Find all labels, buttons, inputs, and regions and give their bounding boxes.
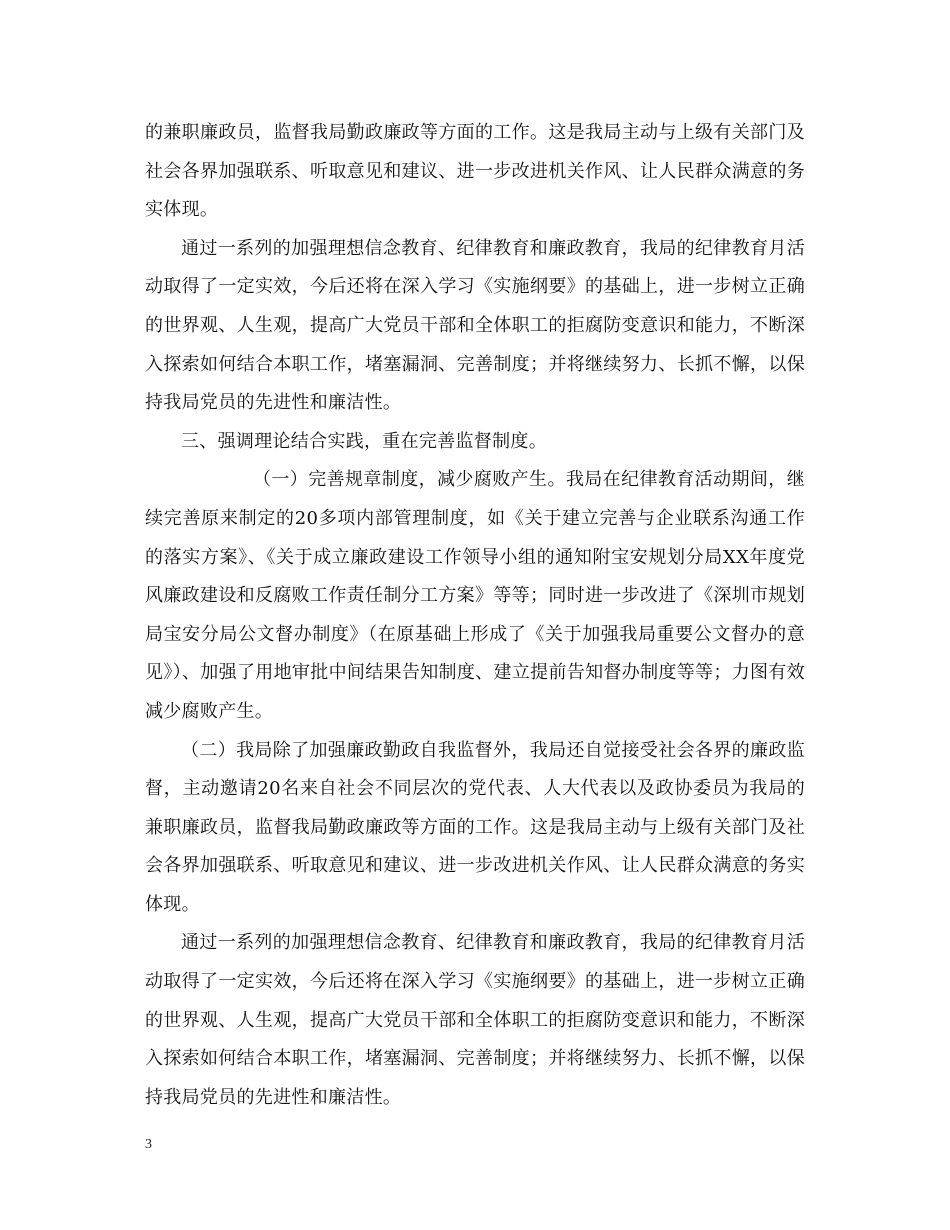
paragraph-item-two: （二）我局除了加强廉政勤政自我监督外，我局还自觉接受社会各界的廉政监督，主动邀请20名来自社会不同层次的党代表、人大代表以及政协委员为我局的兼职廉政员，监督我局勤政廉政等方面的工作。这是我局主动与上级有关部门及社会各界加强联系、听取意见和建议、进一步改进机关作风、让人民群众满意的务实体现。 [145, 739, 805, 915]
section-heading: 三、强调理论结合实践，重在完善监督制度。 [181, 430, 547, 452]
paragraph-summary-repeat: 通过一系列的加强理想信念教育、纪律教育和廉政教育，我局的纪律教育月活动取得了一定实效，今后还将在深入学习《实施纲要》的基础上，进一步树立正确的世界观、人生观，提高广大党员干部和全体职工的拒腐防变意识和能力，不断深入探索如何结合本职工作，堵塞漏洞、完善制度；并将继续努力、长抓不懈，以保持我局党员的先进性和廉洁性。 [145, 932, 805, 1108]
paragraph-item-one: （一）完善规章制度，减少腐败产生。我局在纪律教育活动期间，继续完善原来制定的20多项内部管理制度，如《关于建立完善与企业联系沟通工作的落实方案》、《关于成立廉政建设工作领导小组的通知附宝安规划分局XX年度党风廉政建设和反腐败工作责任制分工方案》等等；同时进一步改进了《深圳市规划局宝安分局公文督办制度》（在原基础上形成了《关于加强我局重要公文督办的意见》）、加强了用地审批中间结果告知制度、建立提前告知督办制度等等；力图有效减少腐败产生。 [145, 469, 805, 722]
page-number: 3 [145, 1137, 152, 1152]
paragraph-summary: 通过一系列的加强理想信念教育、纪律教育和廉政教育，我局的纪律教育月活动取得了一定实效，今后还将在深入学习《实施纲要》的基础上，进一步树立正确的世界观、人生观，提高广大党员干部和全体职工的拒腐防变意识和能力，不断深入探索如何结合本职工作，堵塞漏洞、完善制度；并将继续努力、长抓不懈，以保持我局党员的先进性和廉洁性。 [145, 237, 805, 414]
document-body [145, 114, 805, 1117]
paragraph-continuation: 的兼职廉政员，监督我局勤政廉政等方面的工作。这是我局主动与上级有关部门及社会各界加强联系、听取意见和建议、进一步改进机关作风、让人民群众满意的务实体现。 [145, 122, 805, 221]
